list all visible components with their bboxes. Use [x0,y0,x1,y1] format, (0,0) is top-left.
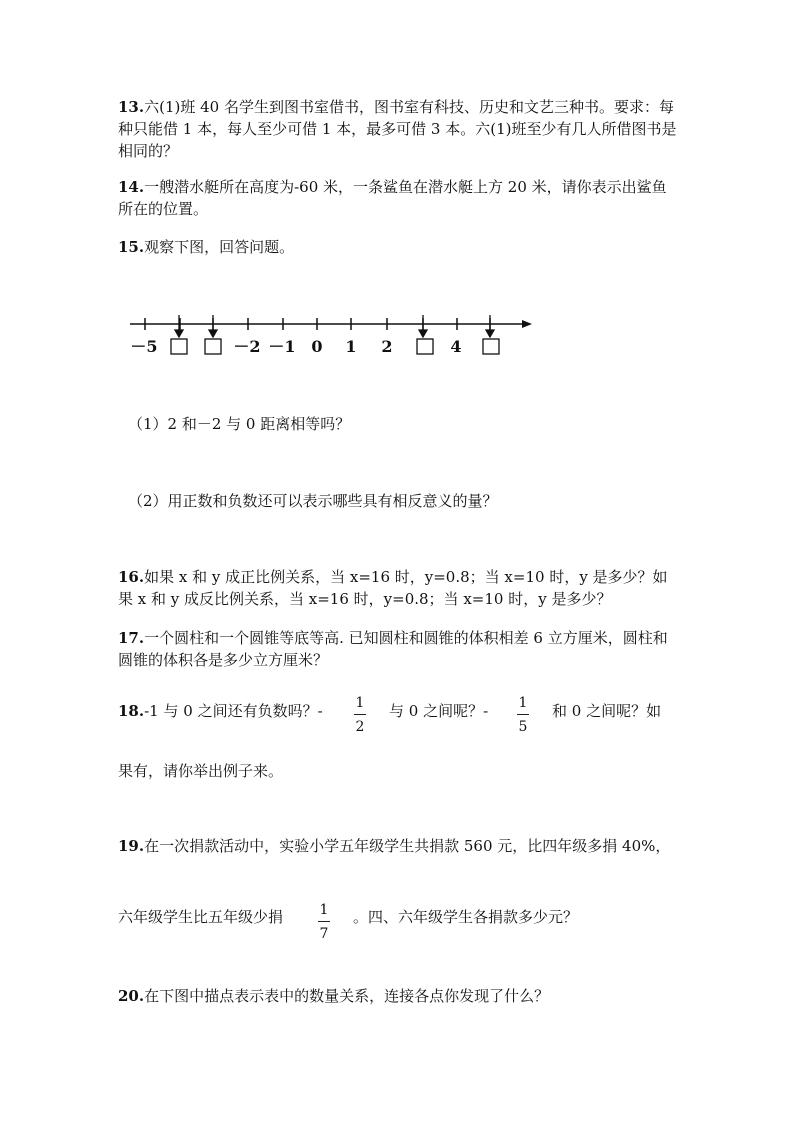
question-text: 一艘潜水艇所在高度为-60 米，一条鲨鱼在潜水艇上方 20 米，请你表示出鲨鱼所在的位置。 [118,178,667,218]
tick-label: 0 [311,337,323,356]
question-number: 19. [118,837,145,855]
question-15-sub-1: （1）2 和－2 与 0 距离相等吗？ [128,415,351,433]
answer-box[interactable] [171,339,187,354]
fraction-numerator: 1 [355,695,365,711]
question-number: 14. [118,178,145,196]
answer-box[interactable] [417,339,433,354]
question-number: 13. [118,98,145,116]
tick-label: 4 [450,337,462,356]
fraction-one-fifth [517,695,529,735]
question-text: 在一次捐款活动中，实验小学五年级学生共捐款 560 元，比四年级多捐 40%， [144,837,671,855]
answer-box[interactable] [205,339,221,354]
question-text: 六(1)班 40 名学生到图书室借书，图书室有科技、历史和文艺三种书。要求：每种只能借 1 本，每人至少可借 1 本，最多可借 3 本。六(1)班至少有几人所借图书是相同的？ [118,98,677,160]
question-number: 20. [118,987,145,1005]
question-text: 观察下图，回答问题。 [144,238,295,256]
question-18-line-1 [118,700,323,722]
fraction-denominator: 5 [518,719,528,735]
fraction-one-seventh [318,902,330,942]
question-19-text-3: 。四、六年级学生各捐款多少元？ [353,908,579,926]
number-line [120,305,540,365]
question-text: 如果 x 和 y 成正比例关系，当 x=16 时，y=0.8；当 x=10 时，y 是多少？如果 x 和 y 成反比例关系，当 x=16 时，y=0.8；当 x=10 时，y 是多少？ [118,568,668,608]
question-19-line-1 [118,835,670,857]
axis-arrowhead [522,320,532,328]
fraction-numerator: 1 [319,902,329,918]
question-18-line-2: 果有，请你举出例子来。 [118,762,284,780]
tick-label: 1 [345,337,357,356]
question-19-text-2: 六年级学生比五年级少捐 [118,908,284,926]
question-20 [118,985,678,1007]
question-18-text-3: 和 0 之间呢？如 [552,702,662,720]
tick-label: －2 [233,337,261,356]
question-17 [118,627,678,671]
question-number: 18. [118,702,145,720]
fraction-numerator: 1 [518,695,528,711]
fraction-one-half [354,695,366,735]
fraction-bar [318,921,330,922]
question-15 [118,236,678,258]
question-number: 17. [118,629,145,647]
question-14 [118,176,678,220]
question-15-sub-2: （2）用正数和负数还可以表示哪些具有相反意义的量？ [128,492,498,510]
tick-label: －5 [130,337,158,356]
fraction-denominator: 7 [319,926,329,942]
question-number: 16. [118,568,145,586]
answer-box[interactable] [483,339,499,354]
question-13 [118,96,678,162]
question-number: 15. [118,238,145,256]
fraction-bar [354,714,366,715]
question-text: 在下图中描点表示表中的数量关系，连接各点你发现了什么？ [144,987,550,1005]
question-16 [118,566,678,610]
tick-label: 2 [381,337,393,356]
fraction-bar [517,714,529,715]
question-text: -1 与 0 之间还有负数吗？- [144,702,323,720]
question-18-text-2: 与 0 之间呢？- [389,702,489,720]
tick-label: －1 [268,337,296,356]
down-arrows [175,315,494,337]
question-text: 一个圆柱和一个圆锥等底等高. 已知圆柱和圆锥的体积相差 6 立方厘米，圆柱和圆锥的体积各是多少立方厘米？ [118,629,668,669]
fraction-denominator: 2 [355,719,365,735]
